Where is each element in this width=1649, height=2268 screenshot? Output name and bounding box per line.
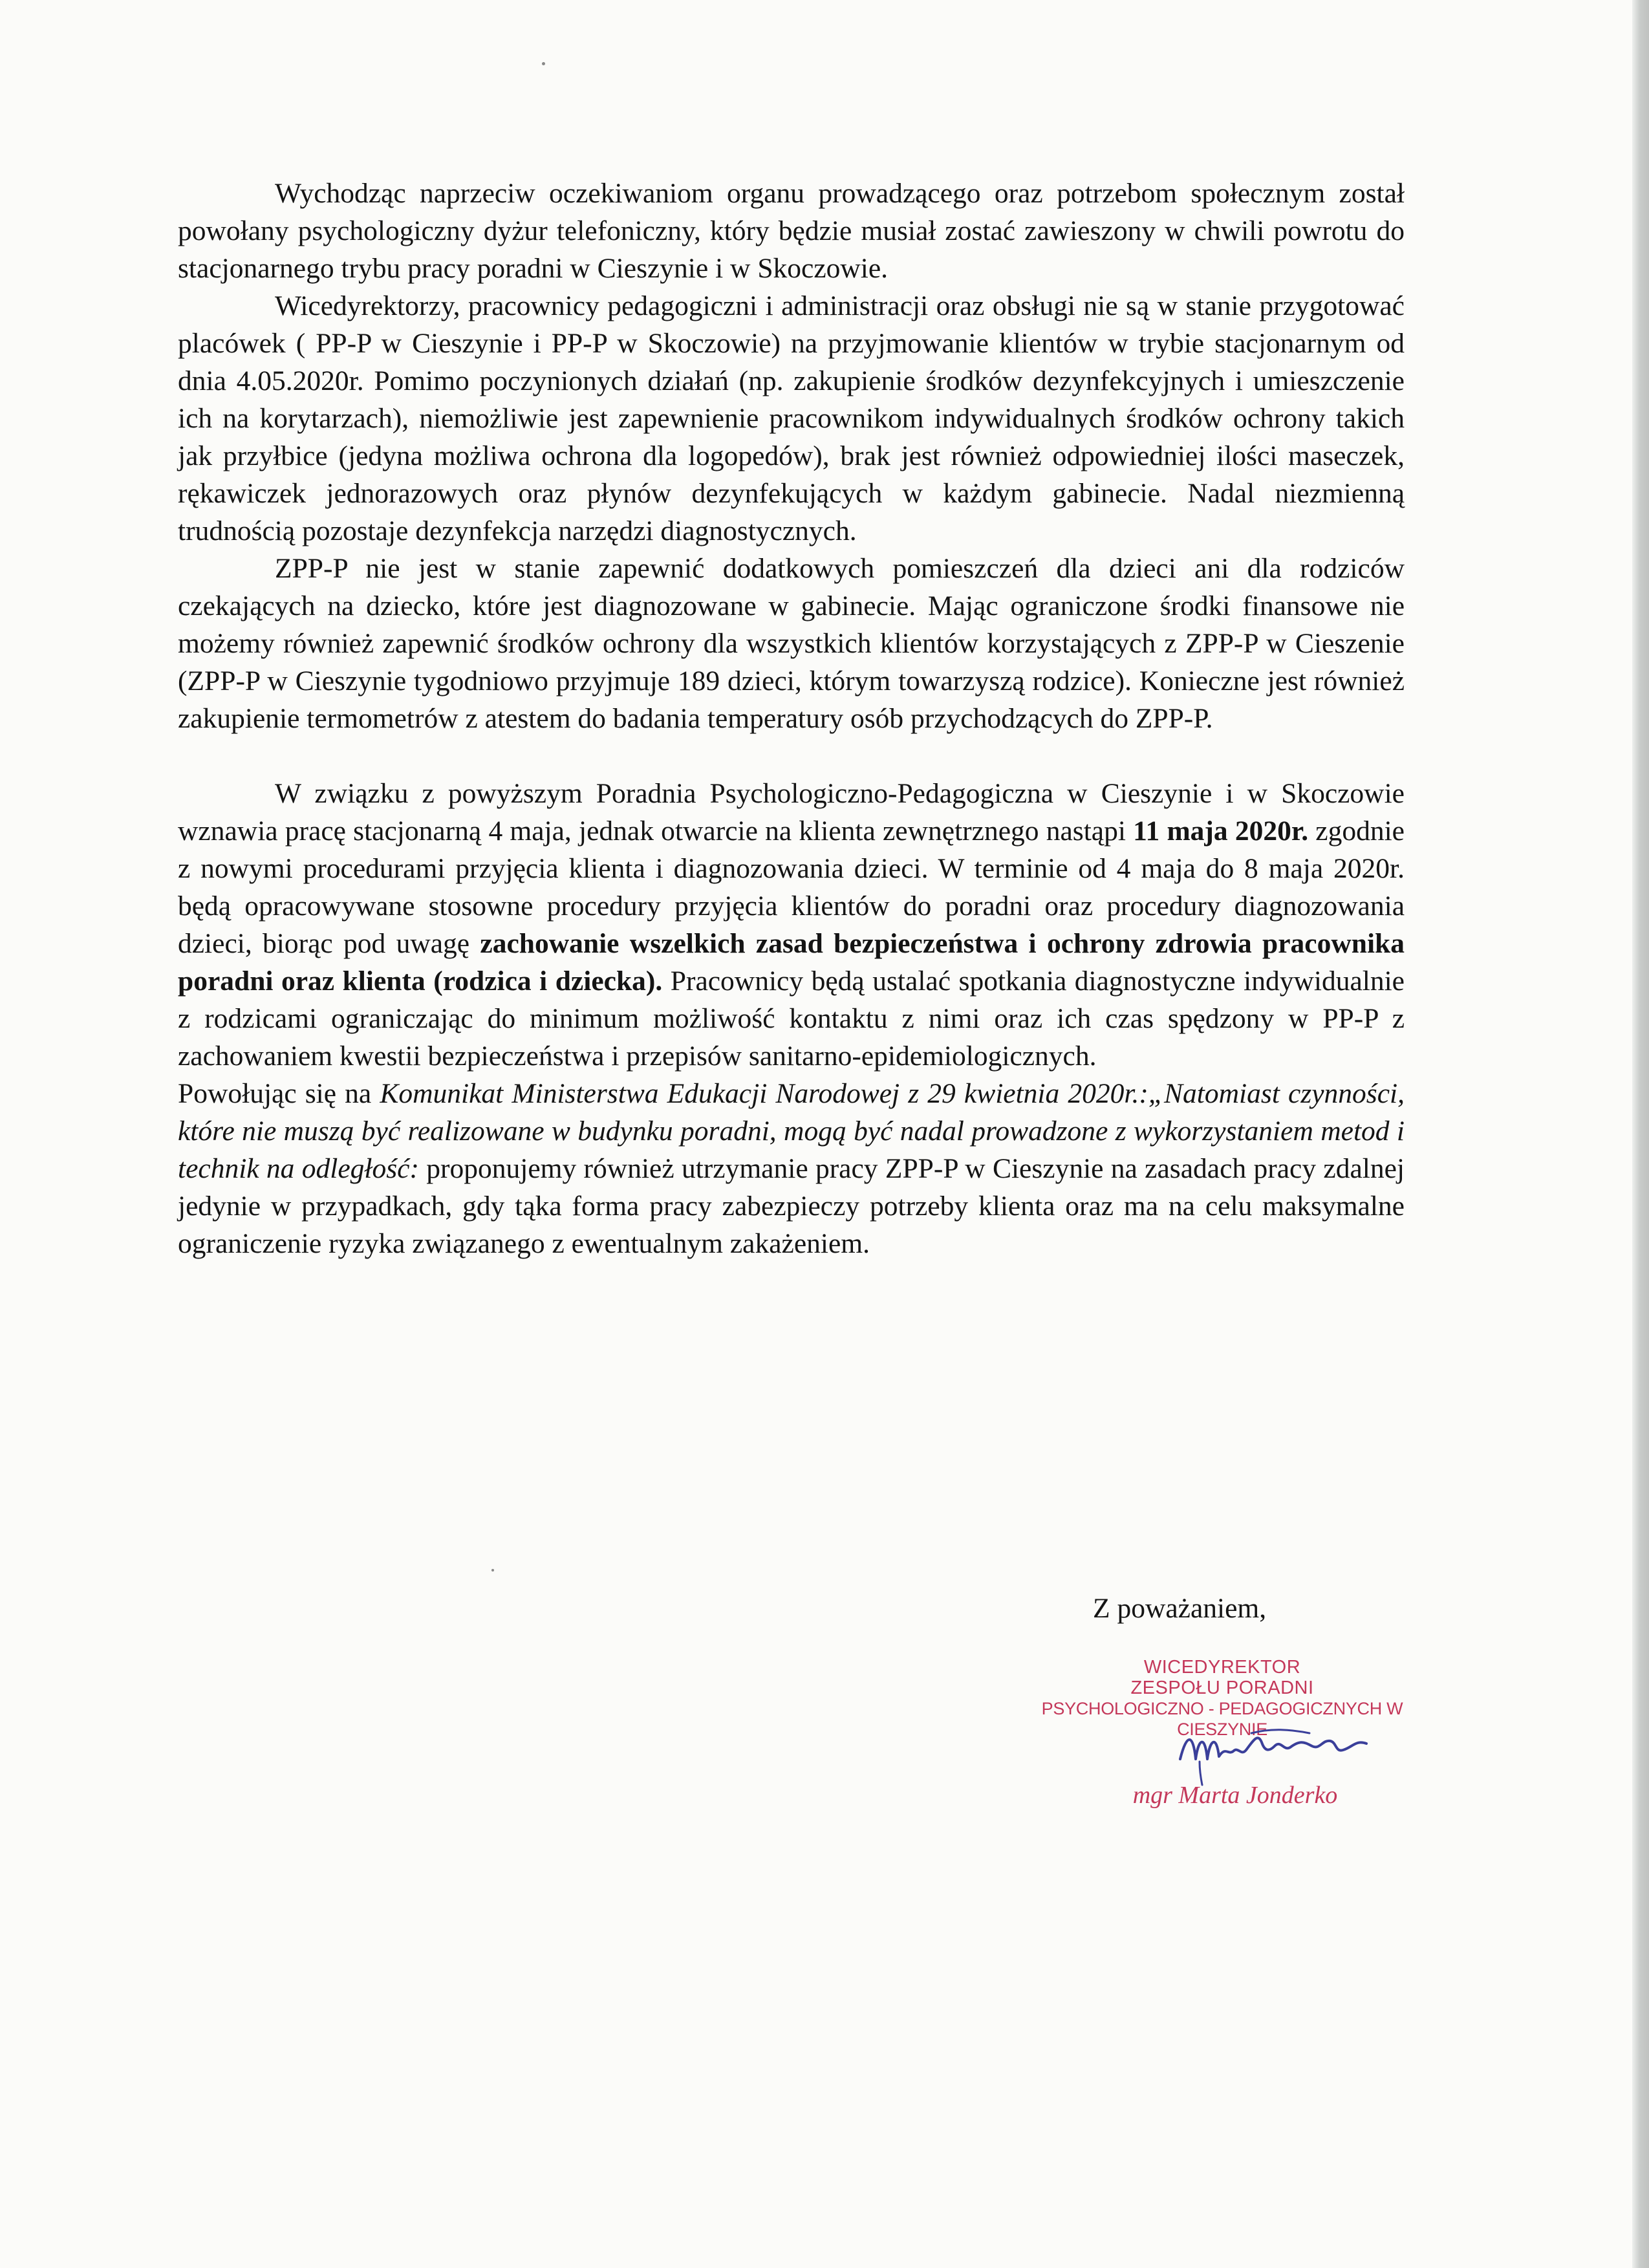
- paragraph-remote-work: [178, 1075, 1405, 1262]
- remote-work-text: Powołując się na: [178, 1078, 380, 1109]
- safety-emphasis: zachowanie wszelkich zasad bezpieczeństwa i ochrony zdrowia pracownika poradni oraz klienta (rodzica i dziecka).: [178, 928, 1405, 997]
- letter-body: [178, 175, 1405, 1262]
- reopening-text: zgodnie z nowymi procedurami przyjęcia klienta i diagnozowania dzieci. W terminie od 4 maja do 8 maja 2020r. będą opracowywane stosowne procedury przyjęcia klientów do poradni oraz procedury diagnozowania dzieci, biorąc pod uwagę: [178, 815, 1405, 959]
- scan-speck: [542, 62, 545, 65]
- paragraph-gap: [178, 737, 1405, 775]
- handwritten-signature: [1174, 1714, 1381, 1791]
- ministry-quote: Komunikat Ministerstwa Edukacji Narodowej z 29 kwietnia 2020r.:„Natomiast czynności, które nie muszą być realizowane w budynku poradni, mogą być nadal prowadzone z wykorzystaniem metod i technik na odległość:: [178, 1078, 1405, 1184]
- reopening-date: 11 maja 2020r.: [1133, 815, 1309, 847]
- stamp-title: WICEDYREKTOR: [1143, 1657, 1301, 1678]
- closing-salutation: Z poważaniem,: [1093, 1593, 1267, 1624]
- scan-edge: [1632, 0, 1649, 2268]
- reopening-text: Pracownicy będą ustalać spotkania diagnostyczne indywidualnie z rodzicami ograniczając do minimum możliwość kontaktu z nimi oraz ich czas spędzony w PP-P z zachowaniem kwestii bezpieczeństwa i przepisów sanitarno-epidemiologicznych.: [178, 966, 1405, 1072]
- paragraph-reopening: [178, 775, 1405, 1075]
- paragraph-premises: ZPP-P nie jest w stanie zapewnić dodatkowych pomieszczeń dla dzieci ani dla rodziców czekających na dziecko, które jest diagnozowane w gabinecie. Mając ograniczone środki finansowe nie możemy również zapewnić środków ochrony dla wszystkich klientów korzystających z ZPP-P w Cieszenie (ZPP-P w Cieszynie tygodniowo przyjmuje 189 dzieci, którym towarzyszą rodzice). Konieczne jest również zakupienie termometrów z atestem do badania temperatury osób przychodzących do ZPP-P.: [178, 553, 1405, 734]
- reopening-text: W związku z powyższym Poradnia Psychologiczno-Pedagogiczna w Cieszynie i w Skoczowie wznawia pracę stacjonarną 4 maja, jednak otwarcie na klienta zewnętrznego nastąpi: [178, 778, 1405, 847]
- stamp-institution-detail: PSYCHOLOGICZNO - PEDAGOGICZNYCH W CIESZYNIE: [1041, 1699, 1403, 1739]
- stamp-institution: ZESPOŁU PORADNI: [1130, 1678, 1314, 1698]
- paragraph-preparation: Wicedyrektorzy, pracownicy pedagogiczni i administracji oraz obsługi nie są w stanie przygotować placówek ( PP-P w Cieszynie i PP-P w Skoczowie) na przyjmowanie klientów w trybie stacjonarnym od dnia 4.05.2020r. Pomimo poczynionych działań (np. zakupienie środków dezynfekcyjnych i umieszczenie ich na korytarzach), niemożliwie jest zapewnienie pracownikom indywidualnych środków ochrony takich jak przyłbice (jedyna możliwa ochrona dla logopedów), brak jest również odpowiedniej ilości maseczek, rękawiczek jednorazowych oraz płynów dezynfekujących w każdym gabinecie. Nadal niezmienną trudnością pozostaje dezynfekcja narzędzi diagnostycznych.: [178, 290, 1405, 546]
- stamp-signatory-name: mgr Marta Jonderko: [1132, 1782, 1338, 1809]
- paragraph-helpline: Wychodząc naprzeciw oczekiwaniom organu prowadzącego oraz potrzebom społecznym został powołany psychologiczny dyżur telefoniczny, który będzie musiał zostać zawieszony w chwili powrotu do stacjonarnego trybu pracy poradni w Cieszynie i w Skoczowie.: [178, 178, 1405, 284]
- scan-speck: [491, 1569, 494, 1571]
- remote-work-text: proponujemy również utrzymanie pracy ZPP-P w Cieszynie na zasadach pracy zdalnej jedynie w przypadkach, gdy tąka forma pracy zabezpieczy potrzeby klienta oraz ma na celu maksymalne ograniczenie ryzyka związanego z ewentualnym zakażeniem.: [178, 1153, 1405, 1259]
